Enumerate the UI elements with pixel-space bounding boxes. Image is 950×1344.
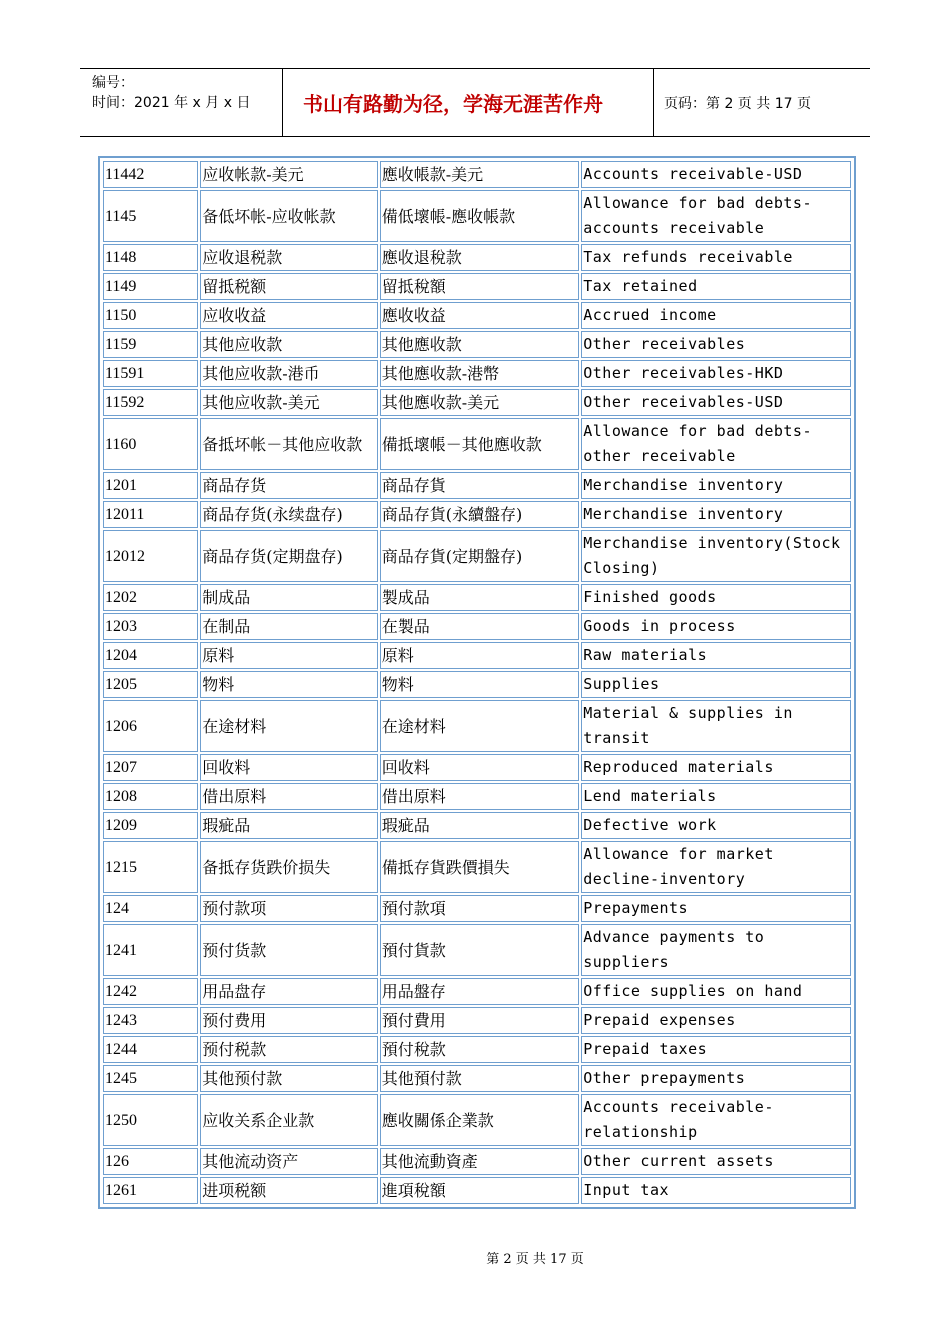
account-code-cell: 1150 bbox=[103, 302, 198, 329]
simplified-name-cell: 其他应收款-港币 bbox=[200, 360, 377, 387]
traditional-name-cell: 其他應收款 bbox=[380, 331, 580, 358]
table-row bbox=[103, 783, 851, 810]
traditional-name-cell: 在途材料 bbox=[380, 700, 580, 752]
simplified-name-cell: 在制品 bbox=[200, 613, 377, 640]
account-code-cell: 1159 bbox=[103, 331, 198, 358]
english-name-cell: Other receivables-HKD bbox=[581, 360, 851, 387]
simplified-name-cell: 在途材料 bbox=[200, 700, 377, 752]
header-page-cell bbox=[654, 69, 870, 136]
account-code-cell: 1242 bbox=[103, 978, 198, 1005]
english-name-cell: Other receivables-USD bbox=[581, 389, 851, 416]
account-code-cell: 1243 bbox=[103, 1007, 198, 1034]
traditional-name-cell: 預付貨款 bbox=[380, 924, 580, 976]
english-name-cell: Prepaid taxes bbox=[581, 1036, 851, 1063]
traditional-name-cell: 製成品 bbox=[380, 584, 580, 611]
account-code-cell: 11592 bbox=[103, 389, 198, 416]
simplified-name-cell: 应收帐款-美元 bbox=[200, 161, 377, 188]
simplified-name-cell: 应收关系企业款 bbox=[200, 1094, 377, 1146]
simplified-name-cell: 备抵存货跌价损失 bbox=[200, 841, 377, 893]
simplified-name-cell: 备抵坏帐－其他应收款 bbox=[200, 418, 377, 470]
document-number-label: 编号： bbox=[92, 75, 134, 91]
table-row bbox=[103, 1036, 851, 1063]
account-code-cell: 1204 bbox=[103, 642, 198, 669]
account-code-cell: 1145 bbox=[103, 190, 198, 242]
table-row bbox=[103, 812, 851, 839]
traditional-name-cell: 預付稅款 bbox=[380, 1036, 580, 1063]
account-code-cell: 1202 bbox=[103, 584, 198, 611]
account-code-cell: 1244 bbox=[103, 1036, 198, 1063]
english-name-cell: Other receivables bbox=[581, 331, 851, 358]
simplified-name-cell: 原料 bbox=[200, 642, 377, 669]
account-code-cell: 1209 bbox=[103, 812, 198, 839]
simplified-name-cell: 用品盘存 bbox=[200, 978, 377, 1005]
traditional-name-cell: 應收收益 bbox=[380, 302, 580, 329]
document-time-label: 时间：2021 年 x 月 x 日 bbox=[92, 95, 251, 111]
table-row bbox=[103, 584, 851, 611]
page-footer: 第 2 页 共 17 页 bbox=[486, 1252, 584, 1267]
table-row bbox=[103, 389, 851, 416]
header-page-label: 页码：第 2 页 共 17 页 bbox=[664, 95, 811, 112]
account-code-cell: 1149 bbox=[103, 273, 198, 300]
table-row bbox=[103, 331, 851, 358]
english-name-cell: Merchandise inventory(Stock Closing) bbox=[581, 530, 851, 582]
simplified-name-cell: 其他应收款-美元 bbox=[200, 389, 377, 416]
simplified-name-cell: 商品存货(定期盘存) bbox=[200, 530, 377, 582]
account-code-cell: 1205 bbox=[103, 671, 198, 698]
simplified-name-cell: 留抵税额 bbox=[200, 273, 377, 300]
accounts-table-body bbox=[103, 161, 851, 1204]
account-code-cell: 1148 bbox=[103, 244, 198, 271]
simplified-name-cell: 商品存货(永续盘存) bbox=[200, 501, 377, 528]
traditional-name-cell: 其他流動資產 bbox=[380, 1148, 580, 1175]
account-code-cell: 1215 bbox=[103, 841, 198, 893]
english-name-cell: Goods in process bbox=[581, 613, 851, 640]
simplified-name-cell: 应收退税款 bbox=[200, 244, 377, 271]
traditional-name-cell: 商品存貨(永續盤存) bbox=[380, 501, 580, 528]
table-row bbox=[103, 190, 851, 242]
accounts-table bbox=[101, 159, 853, 1206]
table-row bbox=[103, 273, 851, 300]
traditional-name-cell: 在製品 bbox=[380, 613, 580, 640]
english-name-cell: Accounts receivable-relationship bbox=[581, 1094, 851, 1146]
header-meta bbox=[80, 69, 282, 136]
traditional-name-cell: 預付款項 bbox=[380, 895, 580, 922]
table-row bbox=[103, 472, 851, 499]
account-code-cell: 1241 bbox=[103, 924, 198, 976]
simplified-name-cell: 预付货款 bbox=[200, 924, 377, 976]
traditional-name-cell: 借出原料 bbox=[380, 783, 580, 810]
table-row bbox=[103, 978, 851, 1005]
account-code-cell: 1207 bbox=[103, 754, 198, 781]
traditional-name-cell: 其他預付款 bbox=[380, 1065, 580, 1092]
english-name-cell: Defective work bbox=[581, 812, 851, 839]
english-name-cell: Office supplies on hand bbox=[581, 978, 851, 1005]
table-row bbox=[103, 302, 851, 329]
simplified-name-cell: 借出原料 bbox=[200, 783, 377, 810]
table-row bbox=[103, 244, 851, 271]
simplified-name-cell: 商品存货 bbox=[200, 472, 377, 499]
simplified-name-cell: 其他应收款 bbox=[200, 331, 377, 358]
traditional-name-cell: 預付費用 bbox=[380, 1007, 580, 1034]
account-code-cell: 11591 bbox=[103, 360, 198, 387]
account-code-cell: 126 bbox=[103, 1148, 198, 1175]
english-name-cell: Accrued income bbox=[581, 302, 851, 329]
simplified-name-cell: 预付税款 bbox=[200, 1036, 377, 1063]
table-row bbox=[103, 841, 851, 893]
english-name-cell: Advance payments to suppliers bbox=[581, 924, 851, 976]
traditional-name-cell: 應收關係企業款 bbox=[380, 1094, 580, 1146]
traditional-name-cell: 用品盤存 bbox=[380, 978, 580, 1005]
account-code-cell: 1261 bbox=[103, 1177, 198, 1204]
english-name-cell: Prepaid expenses bbox=[581, 1007, 851, 1034]
account-code-cell: 1203 bbox=[103, 613, 198, 640]
english-name-cell: Reproduced materials bbox=[581, 754, 851, 781]
simplified-name-cell: 备低坏帐-应收帐款 bbox=[200, 190, 377, 242]
account-code-cell: 1250 bbox=[103, 1094, 198, 1146]
table-row bbox=[103, 360, 851, 387]
table-row bbox=[103, 1065, 851, 1092]
table-row bbox=[103, 895, 851, 922]
traditional-name-cell: 其他應收款-美元 bbox=[380, 389, 580, 416]
simplified-name-cell: 瑕疵品 bbox=[200, 812, 377, 839]
header-motto: 书山有路勤为径，学海无涯苦作舟 bbox=[303, 92, 603, 116]
table-row bbox=[103, 1007, 851, 1034]
account-code-cell: 11442 bbox=[103, 161, 198, 188]
simplified-name-cell: 回收料 bbox=[200, 754, 377, 781]
english-name-cell: Raw materials bbox=[581, 642, 851, 669]
english-name-cell: Lend materials bbox=[581, 783, 851, 810]
table-row bbox=[103, 754, 851, 781]
table-row bbox=[103, 671, 851, 698]
simplified-name-cell: 应收收益 bbox=[200, 302, 377, 329]
simplified-name-cell: 其他预付款 bbox=[200, 1065, 377, 1092]
accounts-table-frame bbox=[98, 156, 856, 1209]
traditional-name-cell: 應收帳款-美元 bbox=[380, 161, 580, 188]
simplified-name-cell: 其他流动资产 bbox=[200, 1148, 377, 1175]
english-name-cell: Merchandise inventory bbox=[581, 501, 851, 528]
table-row bbox=[103, 1094, 851, 1146]
english-name-cell: Input tax bbox=[581, 1177, 851, 1204]
table-row bbox=[103, 501, 851, 528]
table-row bbox=[103, 613, 851, 640]
english-name-cell: Tax refunds receivable bbox=[581, 244, 851, 271]
english-name-cell: Prepayments bbox=[581, 895, 851, 922]
traditional-name-cell: 備抵壞帳－其他應收款 bbox=[380, 418, 580, 470]
english-name-cell: Accounts receivable-USD bbox=[581, 161, 851, 188]
traditional-name-cell: 回收料 bbox=[380, 754, 580, 781]
account-code-cell: 1160 bbox=[103, 418, 198, 470]
traditional-name-cell: 進項稅額 bbox=[380, 1177, 580, 1204]
traditional-name-cell: 備抵存貨跌價損失 bbox=[380, 841, 580, 893]
traditional-name-cell: 備低壞帳-應收帳款 bbox=[380, 190, 580, 242]
simplified-name-cell: 预付费用 bbox=[200, 1007, 377, 1034]
english-name-cell: Merchandise inventory bbox=[581, 472, 851, 499]
traditional-name-cell: 應收退稅款 bbox=[380, 244, 580, 271]
traditional-name-cell: 其他應收款-港幣 bbox=[380, 360, 580, 387]
account-code-cell: 1208 bbox=[103, 783, 198, 810]
account-code-cell: 12011 bbox=[103, 501, 198, 528]
account-code-cell: 1206 bbox=[103, 700, 198, 752]
account-code-cell: 124 bbox=[103, 895, 198, 922]
page-header bbox=[80, 68, 870, 137]
table-row bbox=[103, 418, 851, 470]
table-row bbox=[103, 642, 851, 669]
header-motto-cell bbox=[282, 69, 654, 136]
simplified-name-cell: 进项税额 bbox=[200, 1177, 377, 1204]
traditional-name-cell: 原料 bbox=[380, 642, 580, 669]
english-name-cell: Tax retained bbox=[581, 273, 851, 300]
traditional-name-cell: 商品存貨 bbox=[380, 472, 580, 499]
traditional-name-cell: 商品存貨(定期盤存) bbox=[380, 530, 580, 582]
english-name-cell: Other current assets bbox=[581, 1148, 851, 1175]
table-row bbox=[103, 1148, 851, 1175]
english-name-cell: Material & supplies in transit bbox=[581, 700, 851, 752]
english-name-cell: Finished goods bbox=[581, 584, 851, 611]
english-name-cell: Allowance for market decline-inventory bbox=[581, 841, 851, 893]
table-row bbox=[103, 161, 851, 188]
traditional-name-cell: 瑕疵品 bbox=[380, 812, 580, 839]
table-row bbox=[103, 1177, 851, 1204]
traditional-name-cell: 留抵稅額 bbox=[380, 273, 580, 300]
simplified-name-cell: 制成品 bbox=[200, 584, 377, 611]
traditional-name-cell: 物料 bbox=[380, 671, 580, 698]
simplified-name-cell: 预付款项 bbox=[200, 895, 377, 922]
english-name-cell: Supplies bbox=[581, 671, 851, 698]
account-code-cell: 1245 bbox=[103, 1065, 198, 1092]
english-name-cell: Allowance for bad debts-accounts receivable bbox=[581, 190, 851, 242]
account-code-cell: 12012 bbox=[103, 530, 198, 582]
table-row bbox=[103, 700, 851, 752]
table-row bbox=[103, 530, 851, 582]
simplified-name-cell: 物料 bbox=[200, 671, 377, 698]
english-name-cell: Other prepayments bbox=[581, 1065, 851, 1092]
english-name-cell: Allowance for bad debts-other receivable bbox=[581, 418, 851, 470]
account-code-cell: 1201 bbox=[103, 472, 198, 499]
table-row bbox=[103, 924, 851, 976]
